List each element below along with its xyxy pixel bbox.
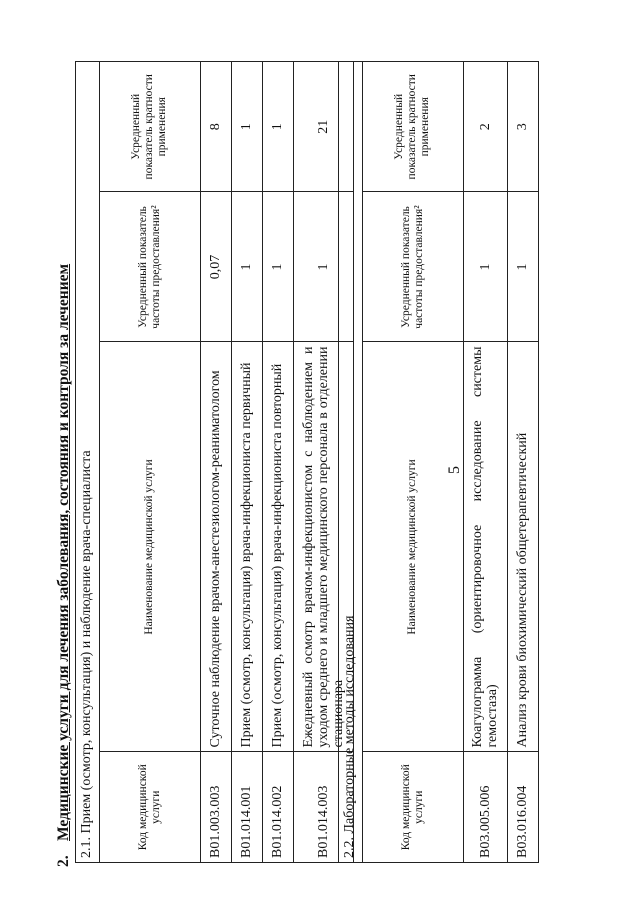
section-number: 2. (55, 855, 72, 867)
service-multiplicity: 8 (200, 62, 231, 192)
table-consultations-title: 2.1. Прием (осмотр, консультация) и наблюдение врача-специалиста (76, 62, 100, 862)
table-row (231, 62, 262, 862)
service-name: Прием (осмотр, консультация) врача-инфекциониста первичный (231, 342, 262, 752)
table-row (200, 62, 231, 862)
table-row (507, 62, 538, 862)
section-heading (55, 264, 73, 867)
header-multiplicity: Усредненный показатель кратности применения (100, 62, 200, 192)
service-name: Ежедневный осмотр врачом-инфекционистом с наблюдением и уходом среднего и младшего медицинского персонала в отделении стационара (293, 342, 353, 752)
header-multiplicity: Усредненный показатель кратности применения (363, 62, 463, 192)
header-frequency: Усредненный показатель частоты предоставления² (100, 192, 200, 342)
service-code: B01.014.001 (231, 752, 262, 862)
table-header-row (100, 62, 200, 862)
service-name: Анализ крови биохимический общетерапевтический (507, 342, 538, 752)
service-frequency: 1 (507, 192, 538, 342)
service-multiplicity: 1 (231, 62, 262, 192)
service-name: Прием (осмотр, консультация) врача-инфекциониста повторный (262, 342, 293, 752)
service-frequency: 0,07 (200, 192, 231, 342)
table-consultations (75, 61, 354, 863)
service-frequency: 1 (463, 192, 507, 342)
service-frequency: 1 (293, 192, 353, 342)
service-multiplicity: 21 (293, 62, 353, 192)
header-code: Код медицинской услуги (100, 752, 200, 862)
service-code: B01.014.003 (293, 752, 353, 862)
service-name: Коагулограмма (ориентировочное исследование системы гемостаза) (463, 342, 507, 752)
service-name: Суточное наблюдение врачом-анестезиологом-реаниматологом (200, 342, 231, 752)
header-code: Код медицинской услуги (363, 752, 463, 862)
header-name: Наименование медицинской услуги (363, 342, 463, 752)
service-multiplicity: 1 (262, 62, 293, 192)
table-lab-tests (338, 61, 539, 863)
header-name: Наименование медицинской услуги (100, 342, 200, 752)
section-title: Медицинские услуги для лечения заболевания, состояния и контроля за лечением (55, 263, 72, 841)
table-lab-tests-grid (363, 62, 538, 862)
service-code: B01.003.003 (200, 752, 231, 862)
table-consultations-grid (100, 62, 353, 862)
header-frequency: Усредненный показатель частоты предоставления² (363, 192, 463, 342)
service-multiplicity: 3 (507, 62, 538, 192)
page-number: 5 (446, 466, 463, 474)
service-code: B03.005.006 (463, 752, 507, 862)
service-frequency: 1 (231, 192, 262, 342)
service-multiplicity: 2 (463, 62, 507, 192)
service-code: B01.014.002 (262, 752, 293, 862)
service-frequency: 1 (262, 192, 293, 342)
table-header-row (363, 62, 463, 862)
table-row (463, 62, 507, 862)
service-code: B03.016.004 (507, 752, 538, 862)
table-row (262, 62, 293, 862)
table-lab-tests-title: 2.2. Лабораторные методы исследования (339, 62, 363, 862)
